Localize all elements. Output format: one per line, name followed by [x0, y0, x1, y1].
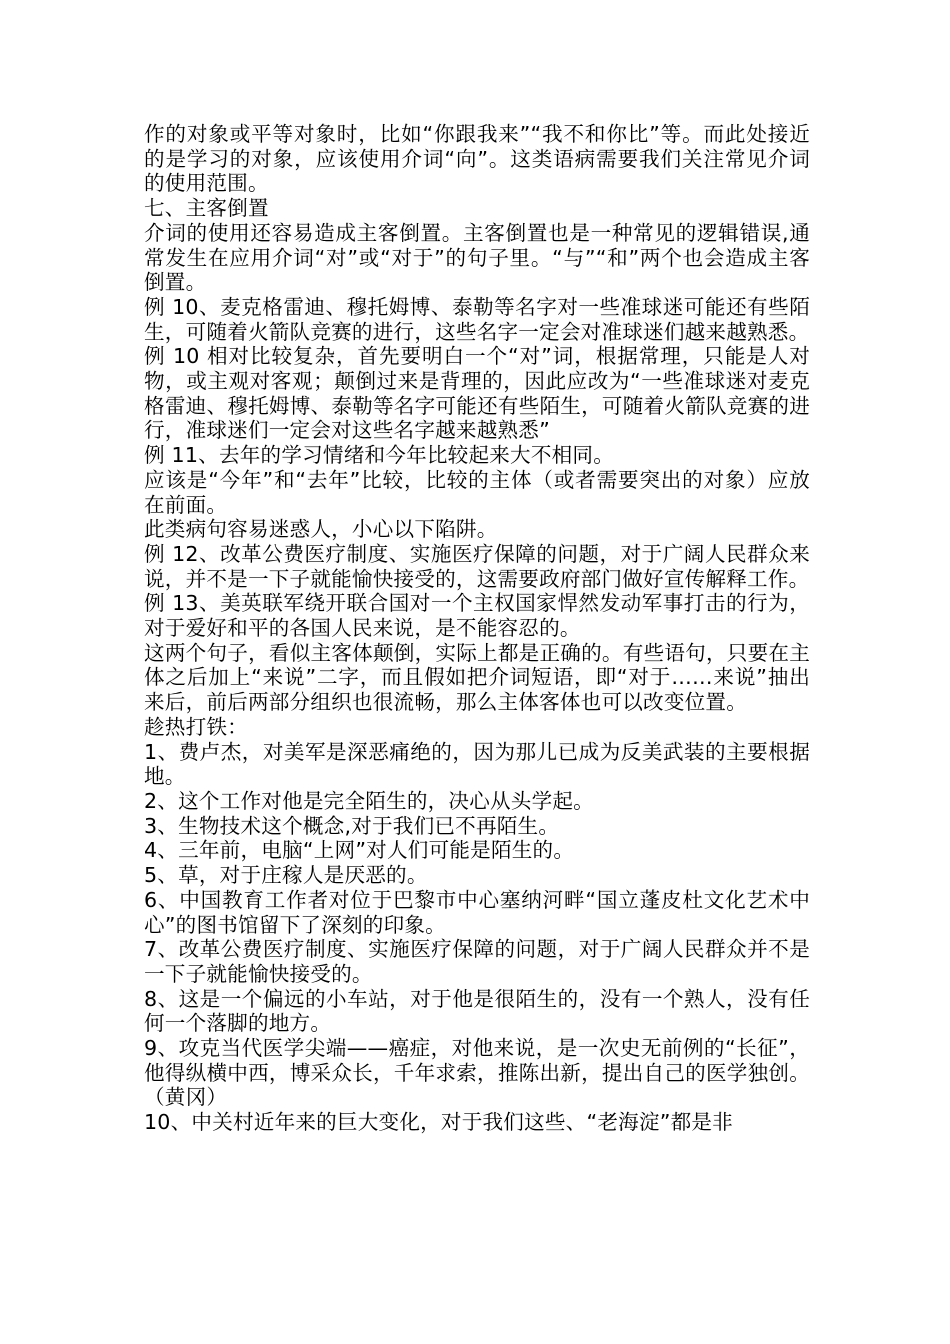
exercise-item: 2、这个工作对他是完全陌生的，决心从头学起。 — [144, 788, 594, 813]
example-paragraph: 例 13、美英联军绕开联合国对一个主权国家悍然发动军事打击的行为，对于爱好和平的各国人民来说，是不能容忍的。 — [144, 591, 810, 641]
paragraph: 这两个句子，看似主客体颠倒，实际上都是正确的。有些语句，只要在主体之后加上“来说”二字，而且假如把介词短语，即“对于……来说”抽出来后，前后两部分组织也很流畅，那么主体客体也可以改变位置。 — [144, 640, 810, 715]
example-paragraph: 例 11、去年的学习情绪和今年比较起来大不相同。 — [144, 443, 615, 468]
section-heading: 七、主客倒置 — [144, 196, 269, 221]
exercise-item: 1、费卢杰，对美军是深恶痛绝的，因为那儿已成为反美武装的主要根据地。 — [144, 739, 810, 789]
example-paragraph: 例 12、改革公费医疗制度、实施医疗保障的问题，对于广阔人民群众来说，并不是一下子就能愉快接受的，这需要政府部门做好宣传解释工作。 — [144, 541, 810, 591]
exercise-item: 4、三年前，电脑“上网”对人们可能是陌生的。 — [144, 838, 575, 863]
exercise-item: 9、攻克当代医学尖端——癌症，对他来说，是一次史无前例的“长征”，他得纵横中西，博采众长，千年求索，推陈出新，提出自己的医学独创。（黄冈） — [144, 1036, 810, 1110]
exercise-item: 10、中关村近年来的巨大变化，对于我们这些、“老海淀”都是非 — [144, 1110, 733, 1135]
exercise-item: 3、生物技术这个概念,对于我们已不再陌生。 — [144, 813, 560, 838]
exercise-item: 6、中国教育工作者对位于巴黎市中心塞纳河畔“国立蓬皮杜文化艺术中心”的图书馆留下了深刻的印象。 — [144, 887, 810, 937]
exercise-heading: 趁热打铁： — [144, 714, 248, 739]
paragraph: 此类病句容易迷惑人，小心以下陷阱。 — [144, 517, 498, 542]
exercise-item: 5、草，对于庄稼人是厌恶的。 — [144, 863, 428, 888]
paragraph: 介词的使用还容易造成主客倒置。主客倒置也是一种常见的逻辑错误,通常发生在应用介词“对”或“对于”的句子里。“与”“和”两个也会造成主客倒置。 — [144, 220, 810, 295]
paragraph: 例 10 相对比较复杂，首先要明白一个“对”词，根据常理，只能是人对物，或主观对客观；颠倒过来是背理的，因此应改为“一些准球迷对麦克格雷迪、穆托姆博、泰勒等名字可能还有些陌生，可随着火箭队竞赛的进行，准球迷们一定会对这些名字越来越熟悉” — [144, 344, 810, 443]
paragraph: 应该是“今年”和“去年”比较，比较的主体（或者需要突出的对象）应放在前面。 — [144, 467, 810, 517]
example-paragraph: 例 10、麦克格雷迪、穆托姆博、泰勒等名字对一些准球迷可能还有些陌生，可随着火箭队竞赛的进行，这些名字一定会对准球迷们越来越熟悉。 — [144, 294, 810, 344]
paragraph: 作的对象或平等对象时，比如“你跟我来”“我不和你比”等。而此处接近的是学习的对象，应该使用介词“向”。这类语病需要我们关注常见介词的使用范围。 — [144, 122, 810, 196]
document-page — [144, 122, 810, 1135]
exercise-item: 7、改革公费医疗制度、实施医疗保障的问题，对于广阔人民群众并不是一下子就能愉快接受的。 — [144, 937, 810, 986]
exercise-item: 8、这是一个偏远的小车站，对于他是很陌生的，没有一个熟人，没有任何一个落脚的地方。 — [144, 986, 810, 1036]
